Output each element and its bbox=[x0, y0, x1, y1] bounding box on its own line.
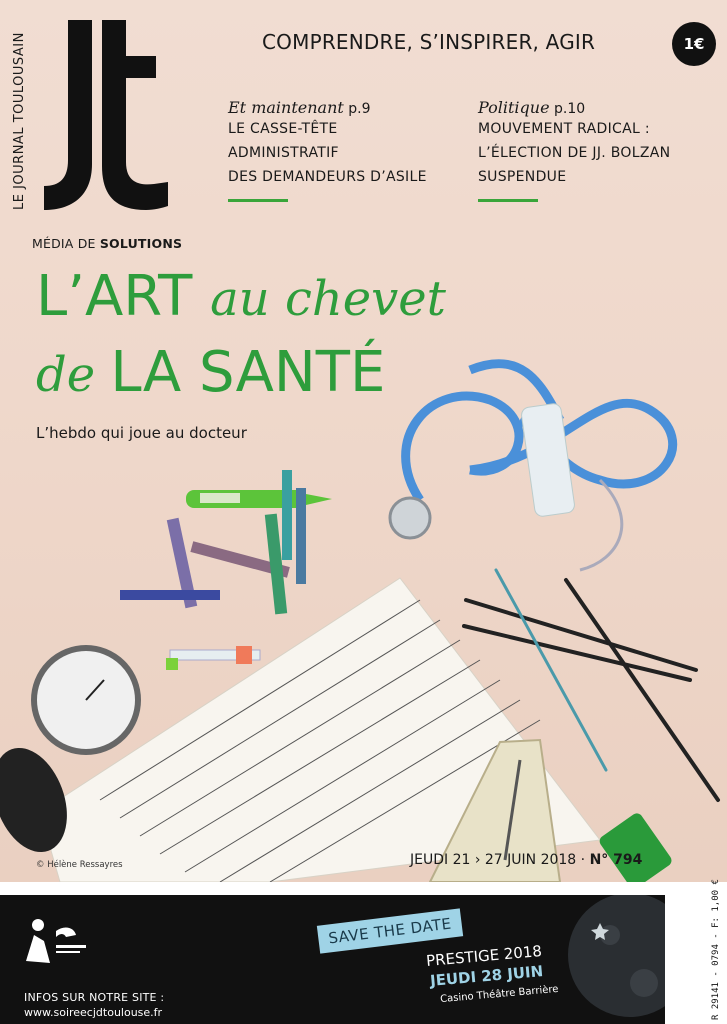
headline-line-1[interactable] bbox=[36, 264, 446, 329]
subhead: L’hebdo qui joue au docteur bbox=[36, 424, 247, 442]
journal-side-title: LE JOURNAL TOULOUSAIN bbox=[12, 32, 27, 210]
teaser-rubric: Et maintenant bbox=[228, 98, 344, 117]
green-underline bbox=[228, 199, 288, 202]
teaser-et-maintenant[interactable] bbox=[228, 98, 458, 202]
media-label-strong: SOLUTIONS bbox=[99, 236, 183, 251]
headline-part: L’ART bbox=[36, 264, 211, 329]
teaser-line: DES DEMANDEURS D’ASILE bbox=[228, 169, 427, 185]
event-venue: Casino Théâtre Barrière bbox=[439, 983, 559, 1006]
price-badge: 1€ bbox=[672, 22, 716, 66]
highlighter bbox=[597, 811, 674, 882]
syringes bbox=[166, 646, 260, 670]
save-the-date-banner: SAVE THE DATE bbox=[317, 908, 463, 953]
headline-part: au chevet bbox=[210, 271, 446, 327]
teaser-line: L’ÉLECTION DE JJ. BOLZAN bbox=[478, 145, 671, 161]
teaser-page: p.10 bbox=[549, 101, 586, 117]
headline-part: LA SANTÉ bbox=[110, 340, 386, 405]
stethoscope bbox=[390, 364, 673, 570]
event-title: PRESTIGE 2018 bbox=[425, 941, 543, 971]
thermometer bbox=[186, 490, 332, 508]
barcode-number: R 29141 - 0794 - F: 1,00 € bbox=[711, 879, 721, 1020]
jt-logo bbox=[38, 14, 178, 212]
event-date: JEUDI 28 JUIN bbox=[429, 962, 544, 990]
teaser-politique[interactable] bbox=[478, 98, 708, 202]
issue-date: JEUDI 21 › 27 JUIN 2018 · bbox=[410, 852, 590, 868]
teaser-line: LE CASSE-TÊTE bbox=[228, 121, 338, 137]
cjd-logo bbox=[20, 911, 90, 971]
media-label-prefix: MÉDIA DE bbox=[32, 236, 100, 251]
teaser-line: MOUVEMENT RADICAL : bbox=[478, 121, 650, 137]
footer bbox=[0, 882, 727, 1024]
ad-info-label: INFOS SUR NOTRE SITE : bbox=[24, 991, 165, 1004]
ad-url[interactable]: www.soireecjdtoulouse.fr bbox=[24, 1006, 163, 1019]
teaser-line: SUSPENDUE bbox=[478, 169, 567, 185]
teaser-rubric: Politique bbox=[478, 98, 550, 117]
issue-info bbox=[410, 852, 642, 868]
photo-credit: © Hélène Ressayres bbox=[36, 860, 123, 870]
cjd-advertisement[interactable] bbox=[0, 895, 665, 1024]
media-label bbox=[32, 236, 182, 251]
issue-number: N° 794 bbox=[589, 852, 643, 868]
tagline: COMPRENDRE, S’INSPIRER, AGIR bbox=[262, 30, 596, 54]
teaser-page: p.9 bbox=[343, 101, 371, 117]
headline-line-2[interactable] bbox=[36, 340, 385, 405]
headline-part: de bbox=[36, 347, 111, 403]
moon-illustration bbox=[560, 895, 665, 1024]
teaser-line: ADMINISTRATIF bbox=[228, 145, 339, 161]
green-underline bbox=[478, 199, 538, 202]
